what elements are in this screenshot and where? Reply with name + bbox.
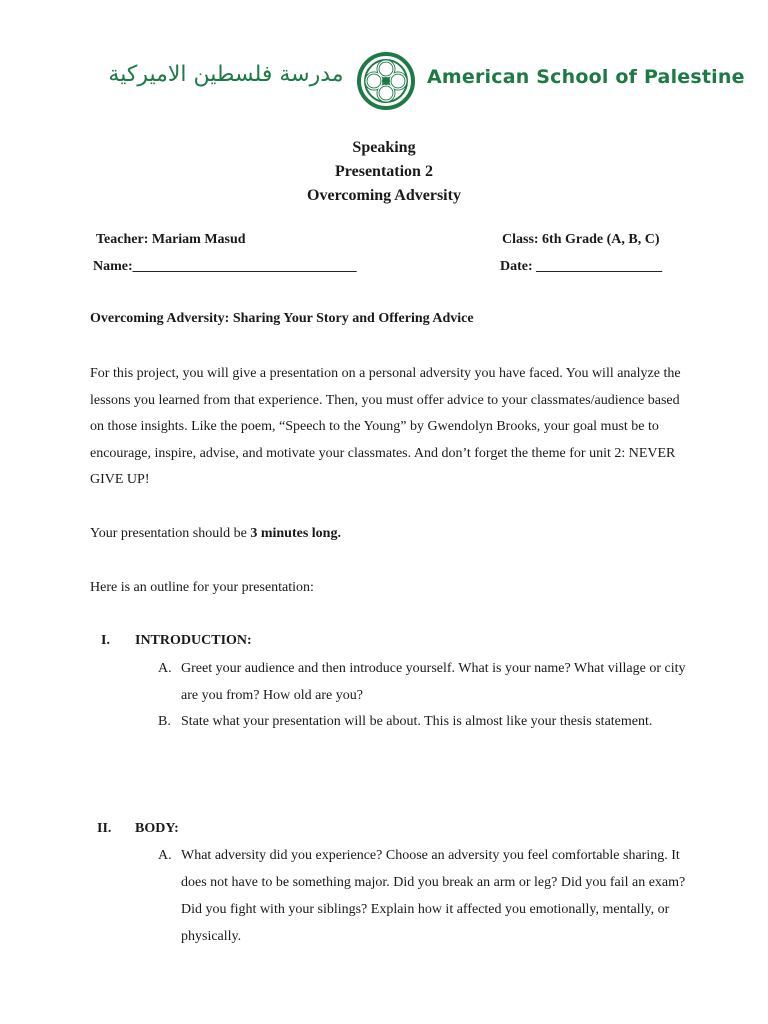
knot-emblem-icon xyxy=(357,52,415,110)
school-header xyxy=(0,52,768,112)
list-item xyxy=(158,708,698,735)
length-sentence-duration: 3 minutes long. xyxy=(250,526,341,541)
list-item-letter: A. xyxy=(158,848,172,863)
length-sentence xyxy=(90,521,690,548)
list-item-text: What adversity did you experience? Choose an adversity you feel comfortable sharing. It does not have to be something major. Did you break an arm or leg? Did you fail an exam? Did you fight with your siblings? Explain how it affected you emotionally, mentally, or physically. xyxy=(181,848,686,944)
intro-paragraph: For this project, you will give a presentation on a personal adversity you have faced. You will analyze the lessons you learned from that experience. Then, you must offer advice to your classmates/audience based on those insights. Like the poem, “Speech to the Young” by Gwendolyn Brooks, your goal must be to encourage, inspire, advise, and motivate your classmates. And don’t forget the theme for unit 2: NEVER GIVE UP! xyxy=(90,366,681,487)
class-label: Class: 6th Grade (A, B, C) xyxy=(502,232,660,247)
list-item-text: Greet your audience and then introduce yourself. What is your name? What village or city are you from? How old are you? xyxy=(181,661,686,703)
outline-intro: Here is an outline for your presentation: xyxy=(90,580,314,595)
section-numeral: I. xyxy=(101,633,110,648)
list-item-text: State what your presentation will be about. This is almost like your thesis statement. xyxy=(181,714,653,729)
section-title: INTRODUCTION: xyxy=(135,633,252,648)
list-item-letter: A. xyxy=(158,661,172,676)
date-field[interactable]: Date: __________________ xyxy=(500,259,663,274)
list-item-letter: B. xyxy=(158,714,171,729)
title-line-speaking: Speaking xyxy=(352,139,416,156)
assignment-subheading: Overcoming Adversity: Sharing Your Story and Offering Advice xyxy=(90,311,474,326)
title-line-topic: Overcoming Adversity xyxy=(307,187,461,204)
list-item xyxy=(158,842,698,950)
section-numeral: II. xyxy=(97,821,112,836)
teacher-label: Teacher: Mariam Masud xyxy=(96,232,246,247)
title-line-presentation: Presentation 2 xyxy=(335,163,433,180)
name-field[interactable]: Name:________________________________ xyxy=(93,259,357,274)
length-sentence-prefix: Your presentation should be xyxy=(90,526,251,541)
school-name-arabic: مدرسة فلسطين الاميركية xyxy=(108,62,344,87)
section-title: BODY: xyxy=(135,821,179,836)
list-item xyxy=(158,655,698,709)
document-title xyxy=(0,136,768,208)
school-name-english: American School of Palestine xyxy=(427,66,745,88)
